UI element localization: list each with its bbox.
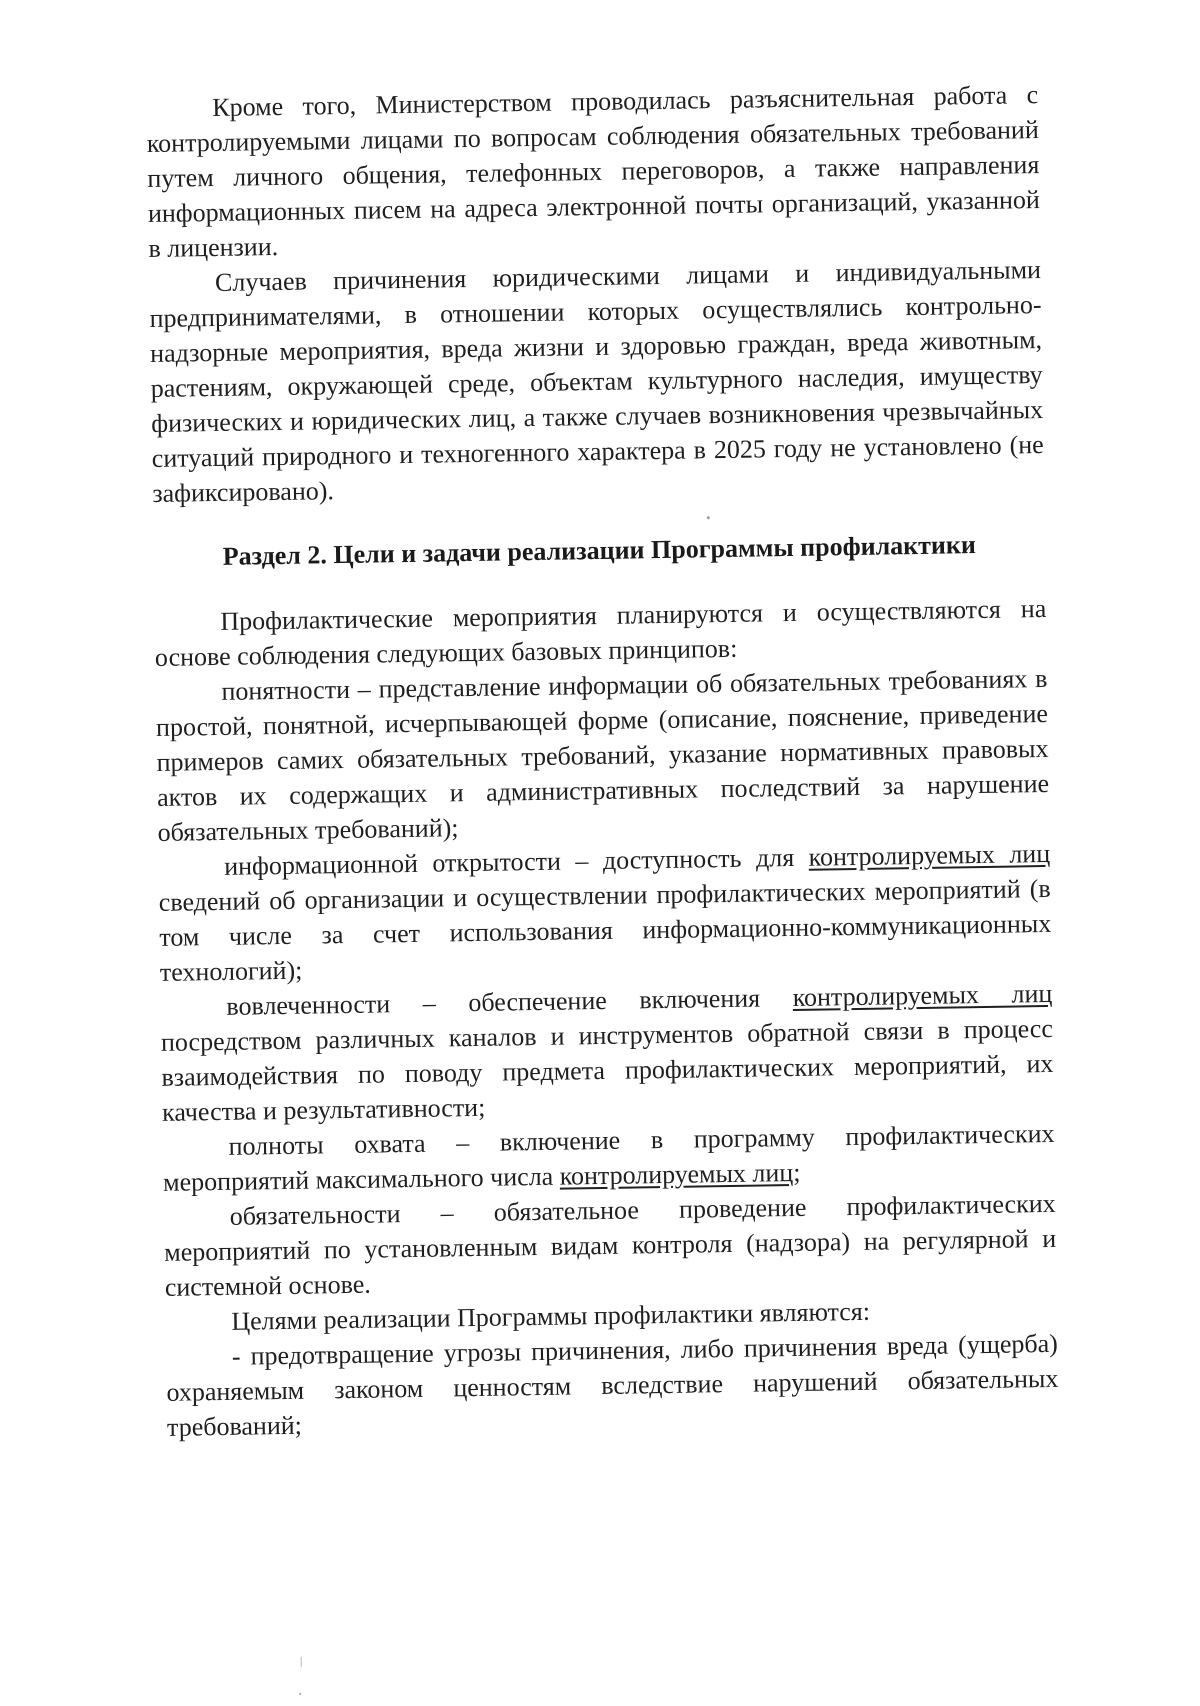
principle-coverage-text-end: ; <box>792 1157 801 1188</box>
principle-openness-text-end: сведений об организации и осуществлении профилактических мероприятий (в том числе за счет использования информационно-коммуникационных технологий); <box>158 873 1052 987</box>
goal-prevent-harm: - предотвращение угрозы причинения, либо причинения вреда (ущерба) охраняемым законом ценностям вследствие нарушений обязательных требований; <box>166 1328 1059 1442</box>
scan-speck <box>299 1693 301 1695</box>
principle-openness-text-start: информационной открытости – доступность для <box>223 842 809 881</box>
principle-involvement-text-end: посредством различных каналов и инструментов обратной связи в процесс взаимодействия по поводу предмета профилактических мероприятий, их качества и результативности; <box>160 1013 1054 1127</box>
principle-involvement-text-start: вовлеченности – обеспечение включения <box>226 982 793 1021</box>
controlled-persons-link[interactable]: контролируемых лиц <box>792 978 1053 1012</box>
section-2-heading: Раздел 2. Цели и задачи реализации Программы профилактики <box>222 530 977 571</box>
controlled-persons-link[interactable]: контролируемых лиц <box>808 838 1051 872</box>
paragraph-no-harm-cases: Случаев причинения юридическими лицами и индивидуальными предпринимателями, в отношении которых осуществлялись контрольно-надзорные мероприятия, вреда жизни и здоровью граждан, вреда животным, растениям, окружающей среде, объектам культурного наследия, имуществу физических и юридических лиц, а также случаев возникновения чрезвычайных ситуаций природного и техногенного характера в 2025 году не установлено (не зафиксировано). <box>149 255 1044 508</box>
paragraph-explanatory-work: Кроме того, Министерством проводилась разъяснительная работа с контролируемыми лицами по вопросам соблюдения обязательных требований путем личного общения, телефонных переговоров, а также направления информационных писем на адреса электронной почты организаций, указанной в лицензии. <box>146 80 1041 264</box>
document-body <box>146 77 1059 1445</box>
principle-mandatory: обязательности – обязательное проведение профилактических мероприятий по установленным видам контроля (надзора) на регулярной и системной основе. <box>164 1188 1057 1302</box>
scan-mark <box>301 1657 302 1667</box>
scan-speck <box>707 516 710 519</box>
paragraph-basic-principles: Профилактические мероприятия планируются и осуществляются на основе соблюдения следующих базовых принципов: <box>154 593 1047 672</box>
principle-information-openness <box>158 836 1052 990</box>
controlled-persons-link[interactable]: контролируемых лиц <box>559 1158 794 1191</box>
paragraph-program-goals-intro: Целями реализации Программы профилактики являются: <box>231 1296 871 1336</box>
principle-clarity: понятности – представление информации об обязательных требованиях в простой, понятной, исчерпывающей форме (описание, пояснение, приведение примеров самих обязательных требований, указание нормативных правовых актов их содержащих и административных последствий за нарушение обязательных требований); <box>155 663 1050 847</box>
principle-coverage-text-start: полноты охвата – включение в программу профилактических мероприятий максимального числа <box>162 1118 1055 1197</box>
principle-involvement <box>160 976 1054 1130</box>
